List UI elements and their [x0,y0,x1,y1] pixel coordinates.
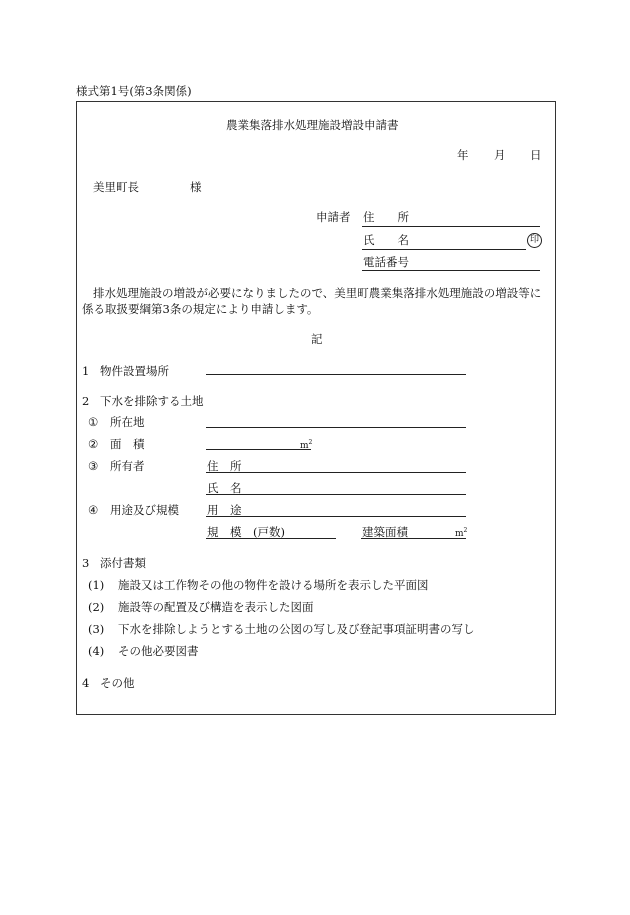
date-year-label: 年 [457,148,469,162]
applicant-phone-label: 電話番号 [363,255,409,269]
section2-number: 2 [82,394,90,408]
attachment-2-number: (2) [88,600,105,614]
item2-unit: $m^2$ [300,439,313,451]
section2-label: 下水を排除する土地 [100,394,204,408]
section1-number: 1 [82,364,90,378]
section4-label: その他 [100,676,135,690]
item4-scale-line[interactable] [206,538,336,539]
item1-number: ① [88,415,99,429]
applicant-address-line[interactable] [362,226,540,227]
section1-line[interactable] [206,374,466,375]
item2-label: 面 積 [110,437,145,451]
item3-address-line[interactable] [206,472,466,473]
item4-use-label: 用 途 [207,503,242,517]
body-line-1: 排水処理施設の増設が必要になりましたので、美里町農業集落排水処理施設の増設等に [93,286,542,300]
item4-area-line[interactable] [361,538,466,539]
section1-label: 物件設置場所 [100,364,169,378]
item3-label: 所有者 [110,459,145,473]
section3-number: 3 [82,556,90,570]
addressee-name: 美里町長 [93,180,139,194]
item3-name-line[interactable] [206,494,466,495]
applicant-name-line[interactable] [362,249,526,250]
item2-line[interactable] [206,449,311,450]
attachment-4-number: (4) [88,644,105,658]
item3-number: ③ [88,459,99,473]
applicant-name-label: 氏 名 [363,233,409,247]
form-title: 農業集落排水処理施設増設申請書 [226,118,399,132]
body-line-2: 係る取扱要綱第3条の規定により申請します。 [82,302,319,316]
item1-line[interactable] [206,427,466,428]
date-month-label: 月 [494,148,506,162]
item1-label: 所在地 [110,415,145,429]
item4-number: ④ [88,503,99,517]
attachment-3-number: (3) [88,622,105,636]
attachment-3-text: 下水を排除しようとする土地の公図の写し及び登記事項証明書の写し [118,622,475,636]
seal-mark: 印 [527,233,542,248]
item4-label: 用途及び規模 [110,503,179,517]
attachment-2-text: 施設等の配置及び構造を表示した図面 [118,600,314,614]
item2-number: ② [88,437,99,451]
applicant-address-label: 住 所 [363,210,409,224]
attachment-4-text: その他必要図書 [118,644,199,658]
applicant-phone-line[interactable] [362,270,540,271]
attachment-1-number: (1) [88,578,105,592]
item4-use-line[interactable] [206,516,466,517]
item4-area-unit: $m^2$ [455,527,468,539]
item4-scale-label: 規 模 (戸数) [207,525,285,539]
section4-number: 4 [82,676,90,690]
item4-area-label: 建築面積 [362,525,408,539]
item3-name-label: 氏 名 [207,481,242,495]
form-number: 様式第1号(第3条関係) [76,84,192,98]
item3-address-label: 住 所 [207,459,242,473]
addressee-honorific: 様 [190,180,202,194]
attachment-1-text: 施設又は工作物その他の物件を設ける場所を表示した平面図 [118,578,429,592]
section3-label: 添付書類 [100,556,146,570]
date-day-label: 日 [530,148,542,162]
ki-heading: 記 [311,332,323,346]
applicant-label: 申請者 [316,210,351,224]
